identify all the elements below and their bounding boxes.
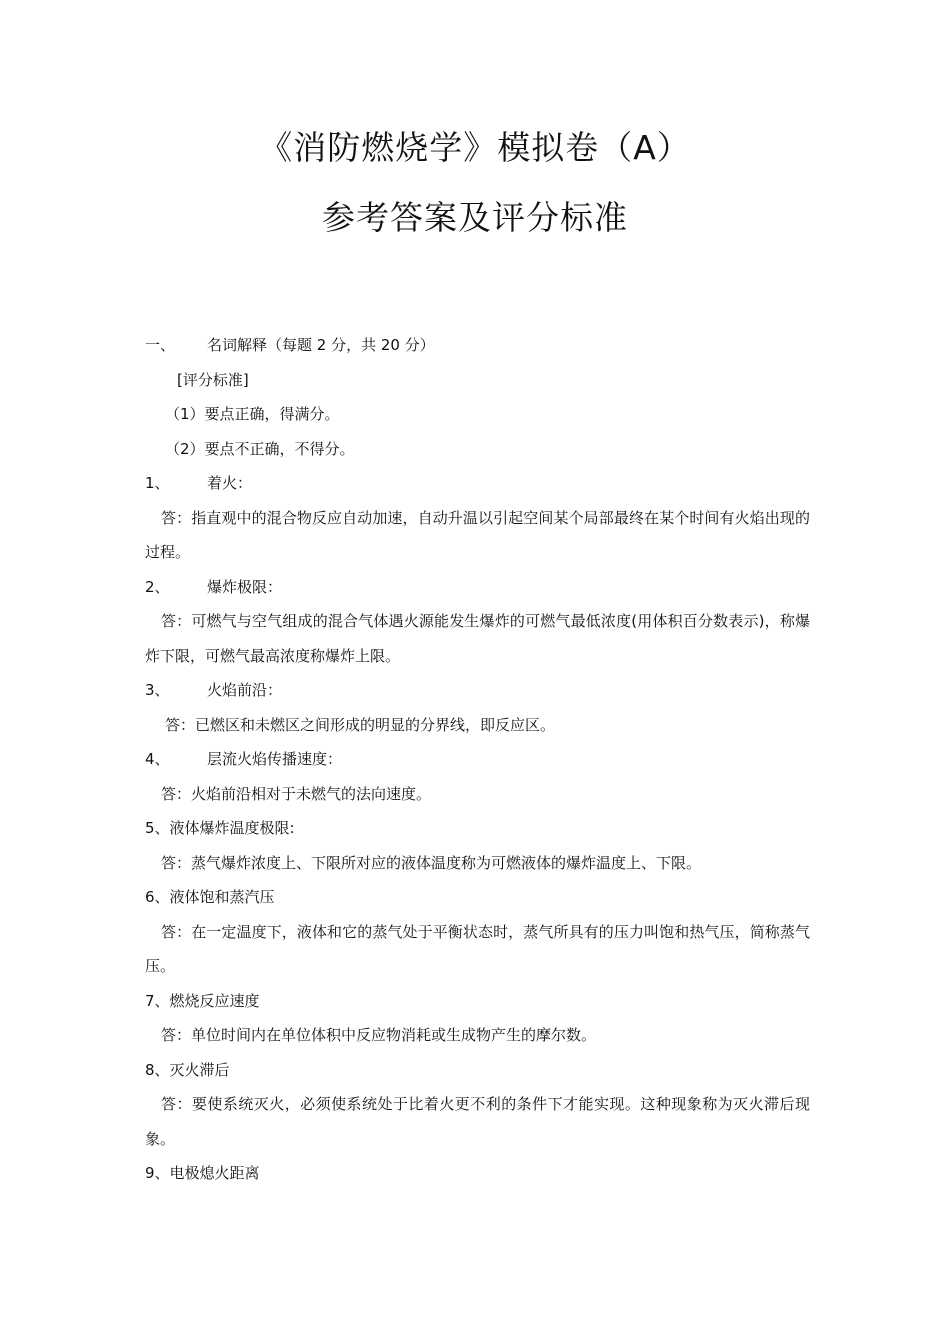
section-title: 名词解释（每题 2 分，共 20 分） [207, 336, 435, 354]
term-label: 火焰前沿： [207, 681, 283, 699]
term-answer: 答：可燃气与空气组成的混合气体遇火源能发生爆炸的可燃气最低浓度(用体积百分数表示)，称爆炸下限，可燃气最高浓度称爆炸上限。 [145, 612, 810, 665]
term-label: 液体爆炸温度极限: [169, 819, 295, 837]
term-label: 灭火滞后 [169, 1060, 230, 1079]
term-answer: 答：要使系统灭火，必须使系统处于比着火更不利的条件下才能实现。这种现象称为灭火滞后现象。 [145, 1095, 810, 1148]
term-number: 8、 [145, 1060, 170, 1079]
term-heading [145, 570, 810, 605]
term-answer: 答：已燃区和未燃区之间形成的明显的分界线，即反应区。 [165, 715, 556, 734]
term-answer: 答：蒸气爆炸浓度上、下限所对应的液体温度称为可燃液体的爆炸温度上、下限。 [161, 853, 702, 872]
term-number: 9、 [145, 1164, 170, 1182]
term-heading [145, 1053, 810, 1088]
term-number: 6、 [145, 888, 170, 906]
term-label: 液体饱和蒸汽压 [169, 888, 275, 906]
term-label: 层流火焰传播速度： [207, 750, 343, 768]
term-answer: 答：指直观中的混合物反应自动加速，自动升温以引起空间某个局部最终在某个时间有火焰出现的过程。 [145, 508, 810, 561]
section-number: 一、 [145, 336, 176, 354]
term-heading [145, 742, 810, 777]
term-number: 4、 [145, 750, 170, 768]
term-heading [145, 1156, 810, 1191]
term-number: 7、 [145, 991, 170, 1010]
scoring-rule-2: （2）要点不正确，不得分。 [165, 439, 355, 458]
term-number: 5、 [145, 819, 170, 837]
scoring-standard-label: [评分标准] [177, 370, 249, 389]
term-heading [145, 673, 810, 708]
term-heading [145, 984, 810, 1019]
term-number: 3、 [145, 681, 170, 699]
document-body [145, 328, 810, 1191]
term-heading [145, 811, 810, 846]
term-label: 电极熄火距离 [169, 1164, 260, 1182]
term-label: 着火： [207, 474, 253, 492]
term-answer: 答：在一定温度下，液体和它的蒸气处于平衡状态时，蒸气所具有的压力叫饱和热气压，简称蒸气压。 [145, 922, 810, 975]
term-heading [145, 466, 810, 501]
term-label: 爆炸极限： [207, 577, 283, 596]
term-answer: 答：火焰前沿相对于未燃气的法向速度。 [161, 784, 432, 803]
scoring-rule-1: （1）要点正确，得满分。 [165, 405, 340, 423]
term-label: 燃烧反应速度 [169, 991, 260, 1010]
term-number: 1、 [145, 474, 170, 492]
section-heading [145, 328, 810, 363]
document-title: 《消防燃烧学》模拟卷（A） [259, 128, 691, 167]
term-answer: 答：单位时间内在单位体积中反应物消耗或生成物产生的摩尔数。 [161, 1026, 597, 1044]
term-number: 2、 [145, 577, 170, 596]
document-subtitle: 参考答案及评分标准 [322, 198, 628, 237]
term-heading [145, 880, 810, 915]
